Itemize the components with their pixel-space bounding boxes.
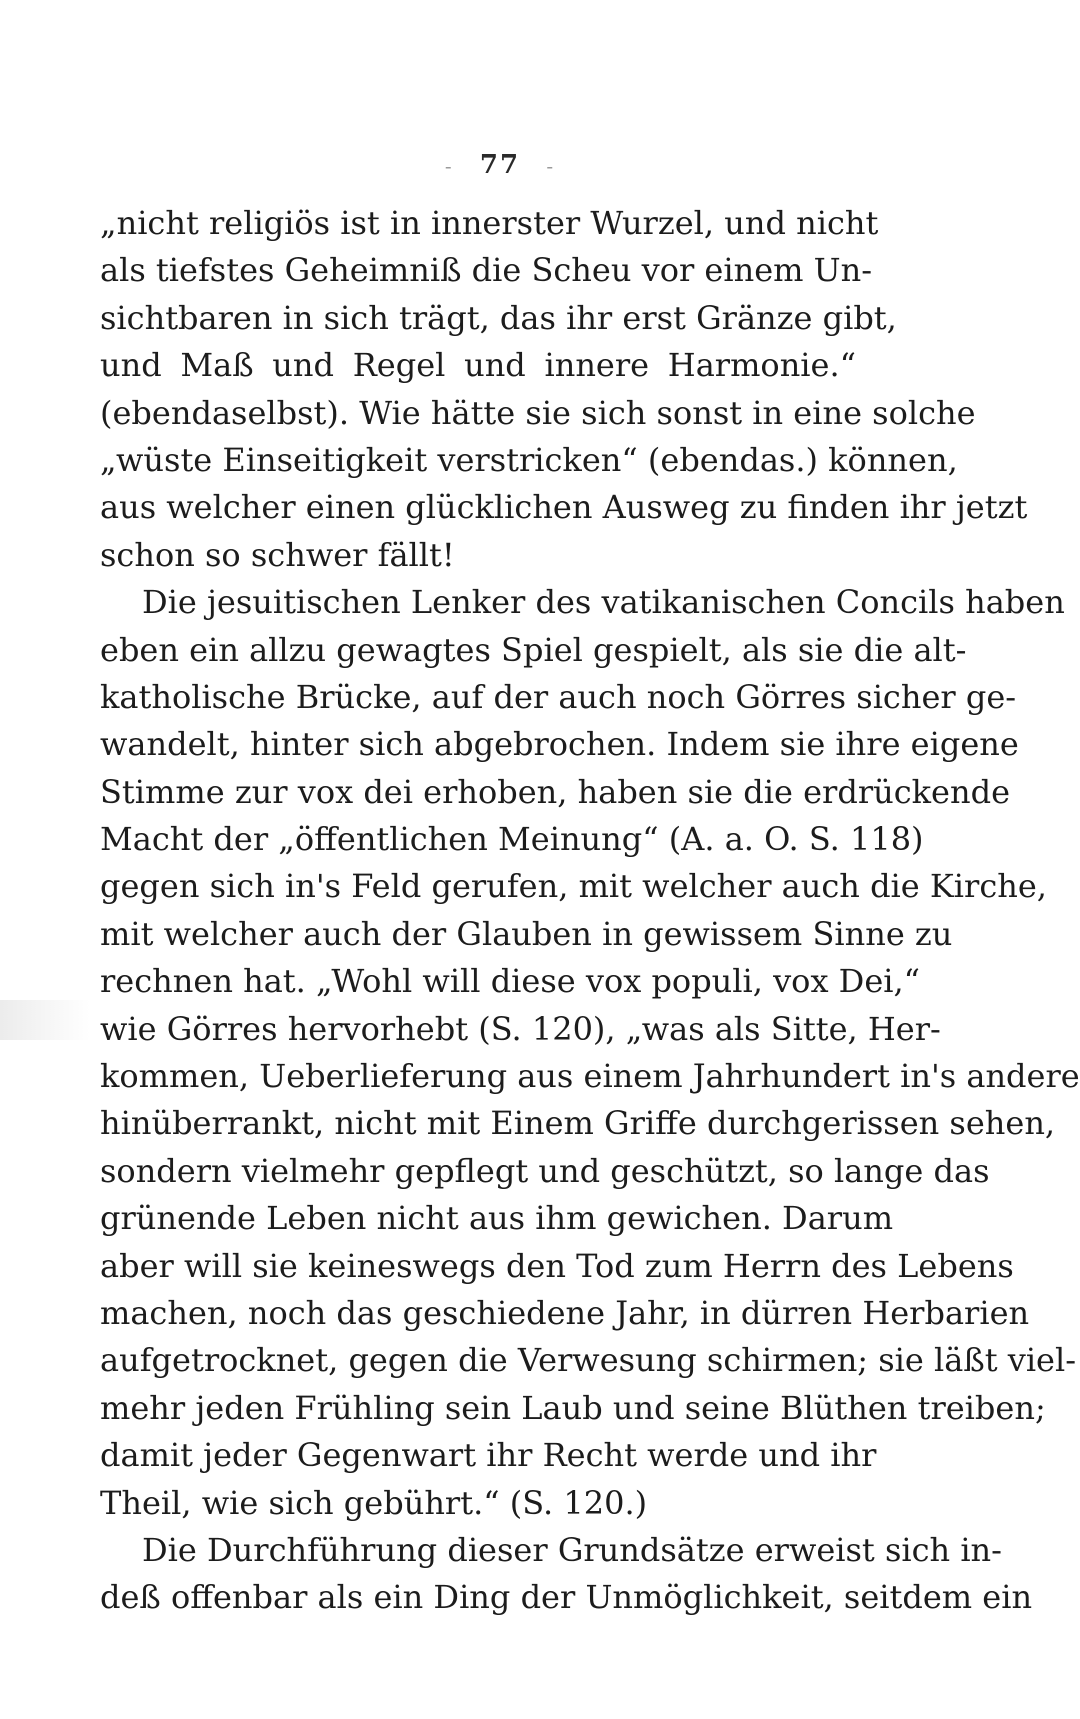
text-line: „wüste Einseitigkeit verstricken“ (ebendas.) können,	[100, 440, 958, 479]
text-line: (ebendaselbst). Wie hätte sie sich sonst in eine solche	[100, 393, 976, 432]
text-line: als tiefstes Geheimniß die Scheu vor einem Un-	[100, 251, 873, 290]
text-line: Die jesuitischen Lenker des vatikanischen Concils haben	[142, 583, 1065, 622]
text-line: „nicht religiös ist in innerster Wurzel, und nicht	[100, 204, 879, 242]
text-line: katholische Brücke, auf der auch noch Görres sicher ge-	[100, 677, 1017, 716]
header-right-dash: -	[546, 154, 556, 178]
page-header	[0, 150, 1000, 180]
text-line: Macht der „öffentlichen Meinung“ (A. a. O. S. 118)	[100, 820, 924, 859]
text-line: kommen, Ueberlieferung aus einem Jahrhundert in's andere	[100, 1057, 1080, 1096]
text-line: gegen sich in's Feld gerufen, mit welcher auch die Kirche,	[100, 867, 1047, 906]
text-line: aber will sie keineswegs den Tod zum Herrn des Lebens	[100, 1246, 1014, 1285]
text-line: Theil, wie sich gebührt.“ (S. 120.)	[100, 1483, 648, 1522]
text-line: mit welcher auch der Glauben in gewissem Sinne zu	[100, 914, 953, 953]
text-line: damit jeder Gegenwart ihr Recht werde und ihr	[100, 1436, 877, 1475]
text-line: deß offenbar als ein Ding der Unmöglichkeit, seitdem ein	[100, 1578, 1033, 1617]
text-line: Stimme zur vox dei erhoben, haben sie die erdrückende	[100, 772, 1011, 811]
text-line: rechnen hat. „Wohl will diese vox populi, vox Dei,“	[100, 962, 921, 1001]
text-line: mehr jeden Frühling sein Laub und seine Blüthen treiben;	[100, 1388, 1046, 1427]
text-line: und Maß und Regel und innere Harmonie.“	[100, 346, 856, 385]
text-line: aufgetrocknet, gegen die Verwesung schirmen; sie läßt viel-	[100, 1341, 1077, 1380]
text-line: sichtbaren in sich trägt, das ihr erst Gränze gibt,	[100, 298, 897, 337]
text-line: schon so schwer fällt!	[100, 535, 455, 574]
text-line: aus welcher einen glücklichen Ausweg zu finden ihr jetzt	[100, 488, 1028, 527]
page-number: 77	[479, 150, 521, 180]
text-line: eben ein allzu gewagtes Spiel gespielt, als sie die alt-	[100, 630, 967, 669]
scan-smudge	[0, 1000, 90, 1040]
text-line: wie Görres hervorhebt (S. 120), „was als Sitte, Her-	[100, 1009, 941, 1048]
text-line: hinüberrankt, nicht mit Einem Griffe durchgerissen sehen,	[100, 1104, 1056, 1143]
header-left-dash: -	[444, 154, 454, 178]
text-line: grünende Leben nicht aus ihm gewichen. Darum	[100, 1199, 894, 1238]
text-line: sondern vielmehr gepflegt und geschützt, so lange das	[100, 1151, 990, 1190]
text-line: wandelt, hinter sich abgebrochen. Indem sie ihre eigene	[100, 725, 1019, 764]
body-text	[100, 200, 1080, 1622]
text-line: Die Durchführung dieser Grundsätze erweist sich in-	[142, 1530, 1002, 1569]
text-line: machen, noch das geschiedene Jahr, in dürren Herbarien	[100, 1293, 1030, 1332]
